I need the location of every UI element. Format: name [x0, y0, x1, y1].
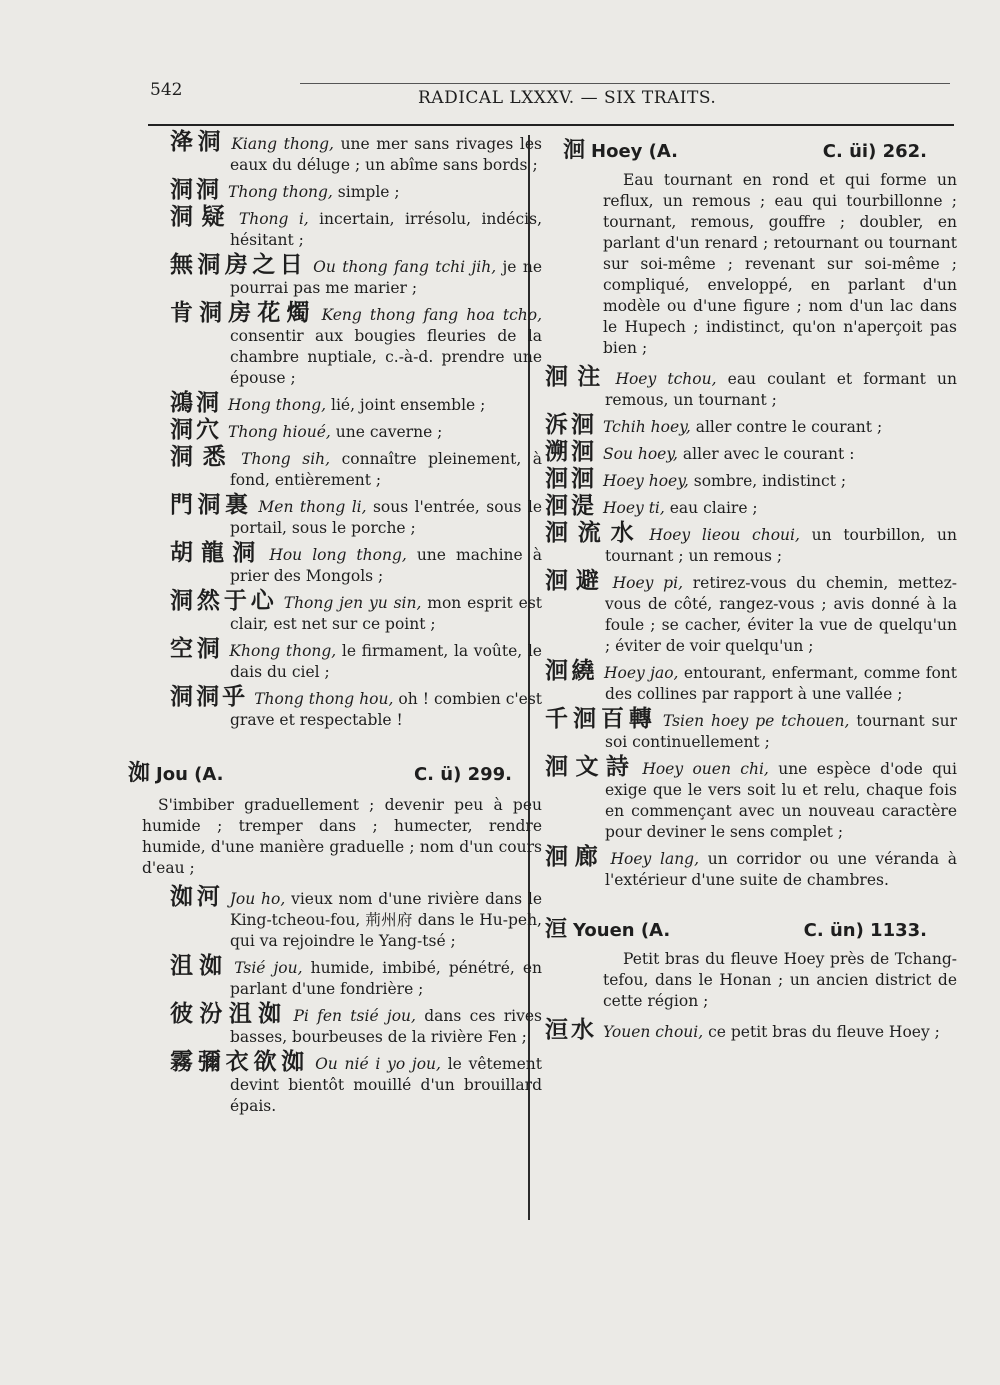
entry-definition: entourant, enfermant, comme font des collines par rapport à une vallée ;: [605, 664, 958, 703]
entries-jou: [170, 884, 542, 1117]
entry-romanization: Thong hioué,: [228, 423, 331, 441]
entry-chinese: 洞然于心: [170, 588, 278, 614]
entry-definition: lié, joint ensemble ;: [326, 396, 486, 414]
entry-chinese: 洄洄: [545, 466, 597, 492]
entry-romanization: Kiang thong,: [231, 135, 334, 153]
entry-chinese: 彼汾沮洳: [170, 1001, 288, 1027]
entry-chinese: 空洞: [170, 636, 224, 662]
dictionary-entry: [545, 658, 958, 705]
dictionary-entry: [170, 390, 542, 416]
entry-definition: le firmament, la voûte, le dais du ciel ;: [230, 642, 542, 681]
entry-romanization: Thong jen yu sin,: [283, 594, 422, 612]
entries-thong: [170, 129, 543, 731]
entry-definition: mon esprit est clair, est net sur ce point ;: [230, 594, 542, 633]
entry-definition: dans ces rives basses, bourbeuses de la rivière Fen ;: [230, 1007, 542, 1046]
dictionary-entry: [545, 439, 957, 465]
headword-jou: [128, 763, 542, 785]
entry-romanization: Tchih hoey,: [603, 418, 691, 436]
entry-romanization: Keng thong fang hoa tcho,: [321, 306, 542, 324]
entry-chinese: 霧彌衣欲洳: [170, 1049, 310, 1075]
dictionary-entry: [545, 493, 957, 519]
entry-chinese: 洄避: [545, 568, 607, 594]
entry-definition: aller contre le courant ;: [690, 418, 883, 436]
entry-chinese: 門洞裏: [170, 492, 253, 518]
entry-romanization: Men thong li,: [258, 498, 367, 516]
headword-character: 洳: [128, 761, 151, 786]
headword-label: Jou (A.: [156, 764, 224, 785]
entry-chinese: 泝洄: [545, 412, 597, 438]
headword-character: 洹: [545, 917, 568, 942]
right-column: [545, 140, 957, 1047]
entry-romanization: Hoey ti,: [603, 499, 665, 517]
entry-romanization: Hong thong,: [228, 396, 327, 414]
definition-youen: Petit bras du fleuve Hoey près de Tchang-tefou, dans le Honan ; un ancien district de cette région ;: [603, 950, 957, 1010]
definition-hoey: Eau tournant en rond et qui forme un reflux, un remous ; eau qui tourbillonne ; tournant, remous, gouffre ; doubler, en parlant d'un renard ; retournant ou tournant sur soi-même ; revenant sur soi-même ; compliqué, enveloppé, en parlant d'un modèle ou d'une figure ; nom d'un lac dans le Hupech ; indistinct, qu'on n'aperçoit pas bien ;: [603, 171, 957, 357]
entry-chinese: 洞穴: [170, 417, 222, 443]
entry-definition: une machine à prier des Mongols ;: [230, 546, 542, 585]
entry-romanization: Tsié jou,: [234, 959, 303, 977]
entry-chinese: 洄廊: [545, 844, 605, 870]
headword-youen: [545, 919, 957, 941]
entry-romanization: Ou thong fang tchi jih,: [313, 258, 497, 276]
entry-definition: une espèce d'ode qui exige que le vers soit lu et relu, chaque fois en commençant avec un nouveau caractère pour deviner le sens complet ;: [605, 760, 957, 841]
entry-romanization: Hoey pi,: [612, 574, 683, 592]
headword-label: Hoey (A.: [591, 141, 678, 162]
entry-definition: je ne pourrai pas me marier ;: [230, 258, 542, 297]
entry-chinese: 洄繞: [545, 658, 598, 684]
entry-chinese: 洞洞乎: [170, 684, 249, 710]
entry-chinese: 洄湜: [545, 493, 597, 519]
dictionary-entry: [170, 444, 542, 491]
dictionary-entry: [545, 754, 957, 843]
entry-chinese: 洞洞: [170, 177, 222, 203]
running-header: RADICAL LXXXV. — SIX TRAITS.: [418, 88, 717, 108]
dictionary-entry: [170, 884, 542, 952]
entry-definition: vieux nom d'une rivière dans le King-tcheou-fou, 荊州府 dans le Hu-peh, qui va rejoindre le Yang-tsé ;: [230, 890, 542, 950]
entry-definition: un tourbillon, un tournant ; un remous ;: [605, 526, 958, 565]
dictionary-entry: [170, 300, 542, 389]
headword-label: Youen (A.: [573, 920, 671, 941]
page-number: 542: [150, 80, 183, 100]
entry-definition: une mer sans rivages les eaux du déluge ; un abîme sans bords ;: [230, 135, 542, 174]
entry-romanization: Pi fen tsié jou,: [293, 1007, 416, 1025]
entry-definition: simple ;: [332, 183, 400, 201]
dictionary-entry: [170, 588, 542, 635]
headword-hoey: [563, 140, 957, 162]
entry-romanization: Hoey jao,: [603, 664, 679, 682]
entry-definition: humide, imbibé, pénétré, en parlant d'une fondrière ;: [230, 959, 542, 998]
entry-chinese: 洄文詩: [545, 754, 637, 780]
entries-hoey: [545, 364, 958, 891]
entry-romanization: Hoey tchou,: [615, 370, 717, 388]
entry-romanization: Hoey lieou choui,: [649, 526, 800, 544]
entry-chinese: 胡龍洞: [170, 540, 264, 566]
dictionary-entry: [170, 953, 542, 1000]
dictionary-entry: [170, 492, 543, 539]
header-rule: [148, 124, 954, 126]
entry-chinese: 洞疑: [170, 204, 233, 230]
entry-definition: sombre, indistinct ;: [688, 472, 847, 490]
dictionary-entry: [170, 177, 542, 203]
entry-chinese: 洞悉: [170, 444, 236, 470]
entry-definition: eau claire ;: [664, 499, 758, 517]
entry-definition: tournant sur soi continuellement ;: [605, 712, 957, 751]
entry-chinese: 無洞房之日: [170, 252, 308, 278]
headword-code: C. üi) 262.: [822, 141, 927, 162]
entry-romanization: Thong thong,: [228, 183, 333, 201]
dictionary-entry: [545, 706, 957, 753]
left-column: [128, 129, 543, 1121]
entry-definition: ce petit bras du fleuve Hoey ;: [703, 1023, 940, 1041]
headword-code: C. ün) 1133.: [803, 920, 927, 941]
headword-code: C. ü) 299.: [413, 764, 512, 785]
entry-definition: sous l'entrée, sous le portail, sous le porche ;: [230, 498, 543, 537]
dictionary-entry: [170, 1001, 542, 1048]
entry-definition: consentir aux bougies fleuries de la chambre nuptiale, c.-à-d. prendre une épouse ;: [230, 327, 542, 387]
definition-jou: S'imbiber graduellement ; devenir peu à peu humide ; tremper dans ; humecter, rendre humide, d'une manière graduelle ; nom d'un cours d'eau ;: [142, 796, 542, 877]
entry-definition: une caverne ;: [330, 423, 443, 441]
entry-romanization: Hoey lang,: [610, 850, 700, 868]
dictionary-entry: [545, 844, 957, 891]
dictionary-entry: [545, 364, 958, 411]
dictionary-entry: [545, 466, 957, 492]
dictionary-entry: [170, 684, 543, 731]
entry-romanization: Tsien hoey pe tchouen,: [662, 712, 850, 730]
dictionary-entry: [170, 1049, 542, 1117]
entry-chinese: 千洄百轉: [545, 706, 657, 732]
dictionary-entry: [545, 412, 957, 438]
headword-character: 洄: [563, 138, 586, 163]
entry-definition: oh ! combien c'est grave et respectable !: [230, 690, 543, 729]
entry-chinese: 洄注: [545, 364, 610, 390]
dictionary-entry: [545, 568, 958, 657]
entry-definition: connaître pleinement, à fond, entièrement ;: [230, 450, 542, 489]
entry-romanization: Khong thong,: [229, 642, 337, 660]
entry-chinese: 鴻洞: [170, 390, 222, 416]
dictionary-entry: [545, 1017, 957, 1043]
entry-definition: un corridor ou une véranda à l'extérieur d'une suite de chambres.: [605, 850, 957, 889]
entry-romanization: Thong sih,: [241, 450, 331, 468]
dictionary-entry: [170, 252, 542, 299]
entries-youen: [545, 1017, 957, 1043]
entry-definition: eau coulant et formant un remous, un tournant ;: [605, 370, 958, 409]
dictionary-entry: [170, 540, 542, 587]
entry-definition: retirez-vous du chemin, mettez-vous de côté, rangez-vous ; avis donné à la foule ; se cacher, éviter la vue de quelqu'un ; éviter de voir quelqu'un ;: [605, 574, 958, 655]
dictionary-entry: [170, 636, 542, 683]
dictionary-entry: [170, 204, 543, 251]
entry-chinese: 洄流水: [545, 520, 644, 546]
entry-chinese: 洳河: [170, 884, 224, 910]
entry-romanization: Jou ho,: [229, 890, 286, 908]
entry-romanization: Sou hoey,: [603, 445, 678, 463]
top-rule: [300, 83, 950, 84]
entry-chinese: 肯洞房花燭: [170, 300, 316, 326]
entry-romanization: Hou long thong,: [269, 546, 407, 564]
entry-romanization: Youen choui,: [603, 1023, 704, 1041]
dictionary-entry: [545, 520, 958, 567]
entry-chinese: 沮洳: [170, 953, 229, 979]
entry-definition: le vêtement devint bientôt mouillé d'un brouillard épais.: [230, 1055, 542, 1115]
entry-definition: aller avec le courant :: [677, 445, 855, 463]
dictionary-entry: [170, 129, 542, 176]
entry-romanization: Thong i,: [238, 210, 309, 228]
entry-romanization: Thong thong hou,: [254, 690, 394, 708]
entry-romanization: Hoey hoey,: [603, 472, 689, 490]
entry-romanization: Hoey ouen chi,: [642, 760, 769, 778]
entry-romanization: Ou nié i yo jou,: [315, 1055, 441, 1073]
entry-chinese: 溯洄: [545, 439, 597, 465]
dictionary-entry: [170, 417, 542, 443]
entry-chinese: 洹水: [545, 1017, 597, 1043]
entry-chinese: 洚洞: [170, 129, 226, 155]
entry-definition: incertain, irrésolu, indécis, hésitant ;: [230, 210, 543, 249]
